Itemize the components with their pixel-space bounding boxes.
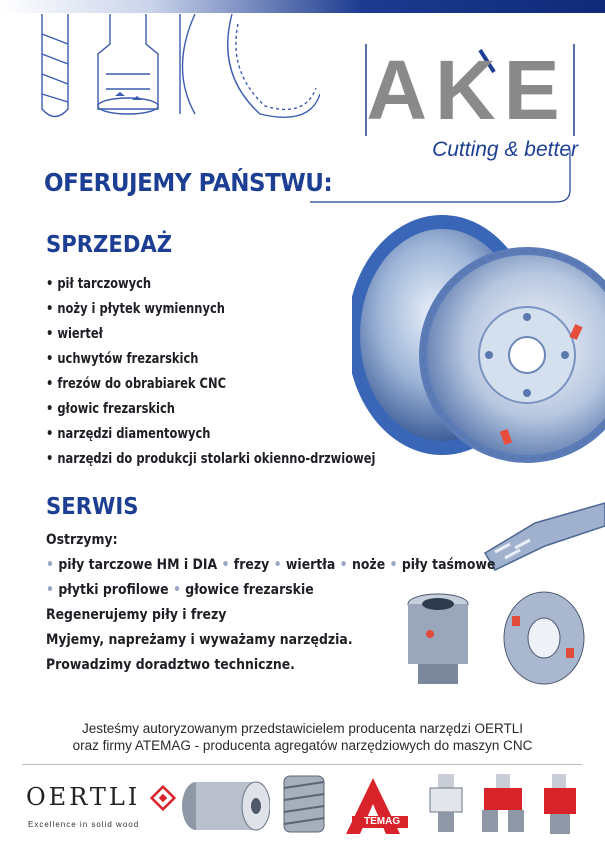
service-advice: Prowadzimy doradztwo techniczne. [46, 657, 295, 673]
oertli-logo [26, 783, 176, 833]
spiral-cutter-image [276, 770, 332, 836]
tool-sketch-illustration [20, 14, 320, 124]
sales-item: • głowic frezarskich [46, 397, 375, 422]
oertli-name: OERTLI [26, 783, 141, 811]
planer-head-image [180, 770, 270, 836]
cutter-head-image [500, 588, 588, 688]
service-section [46, 528, 496, 678]
page-headline: OFERUJEMY PAŃSTWU: [44, 168, 333, 197]
aggregate-image-2 [478, 772, 528, 838]
service-regen: Regenerujemy piły i frezy [46, 607, 227, 623]
sharpen-item: wiertła [285, 557, 336, 573]
atemag-name: TEMAG [364, 816, 401, 827]
sales-item: • pił tarczowych [46, 272, 375, 297]
sharpen-intro: Ostrzymy: [46, 532, 118, 548]
sharpen-item: piły taśmowe [401, 557, 496, 573]
sharpen-item: frezy [233, 557, 270, 573]
sales-item: • narzędzi diamentowych [46, 422, 375, 447]
sharpen-item: noże [351, 557, 386, 573]
aggregate-image-3 [536, 772, 584, 838]
atemag-logo [338, 776, 408, 836]
sharpen-list-line-1: • piły tarczowe HM i DIA • frezy • wiertła • noże • piły taśmowe [46, 557, 496, 573]
sharpen-item: płytki profilowe [58, 582, 169, 598]
footer-note [0, 720, 605, 754]
saw-blade-image [352, 205, 605, 515]
service-wash: Myjemy, napreżamy i wyważamy narzędzia. [46, 632, 353, 648]
sales-title: SPRZEDAŻ [46, 232, 173, 258]
top-gradient-bar [0, 0, 605, 13]
aggregate-image-1 [424, 772, 468, 838]
logo-letters: AKE [366, 43, 568, 137]
service-title: SERWIS [46, 494, 139, 520]
sales-item: • frezów do obrabiarek CNC [46, 372, 375, 397]
footer-line-1: Jesteśmy autoryzowanym przedstawicielem producenta narzędzi OERTLI [82, 721, 523, 736]
sharpen-item: piły tarczowe HM i DIA [58, 557, 218, 573]
logo-tagline: Cutting & better [432, 138, 578, 161]
footer-divider [22, 764, 582, 765]
sales-item: • narzędzi do produkcji stolarki okienno-drzwiowej [46, 447, 375, 472]
sales-item: • noży i płytek wymiennych [46, 297, 375, 322]
footer-line-2: oraz firmy ATEMAG - producenta agregatów narzędziowych do maszyn CNC [72, 738, 533, 753]
sales-item: • wierteł [46, 322, 375, 347]
oertli-slogan: Excellence in solid wood [28, 820, 140, 829]
sharpen-list-line-2: • płytki profilowe • głowice frezarskie [46, 582, 314, 598]
sales-item: • uchwytów frezarskich [46, 347, 375, 372]
atemag-a-mark [338, 776, 408, 836]
sharpen-item: głowice frezarskie [185, 582, 314, 598]
oertli-diamond-icon [150, 785, 176, 811]
